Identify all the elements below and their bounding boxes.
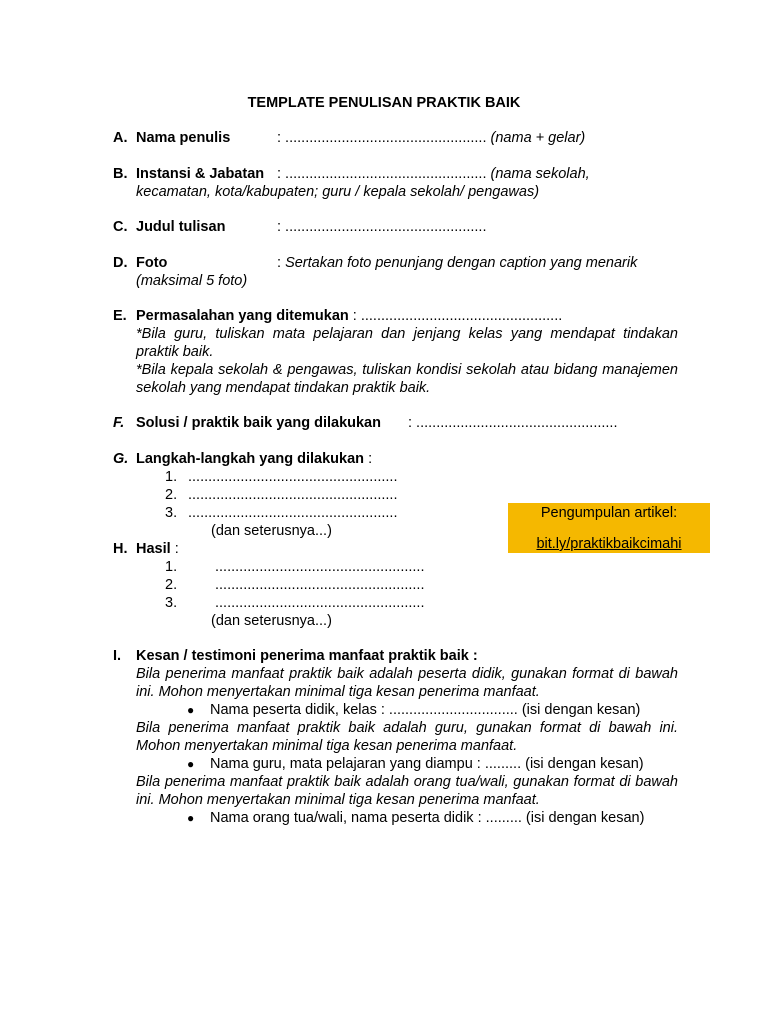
section-letter: A. (113, 130, 128, 146)
field-hint: (nama + gelar) (490, 130, 586, 146)
instruction-paragraph: Bila penerima manfaat praktik baik adalah peserta didik, gunakan format di bawah ini. Mohon menyertakan minimal tiga kesan penerima manfaat. (136, 666, 678, 700)
list-item: 3. .................................................... (165, 505, 398, 521)
field-label: Kesan / testimoni penerima manfaat praktik baik : (136, 648, 478, 664)
bullet-icon: ● (187, 703, 195, 717)
list-item: 2. .................................................... (165, 487, 398, 503)
field-label: Nama penulis (136, 130, 231, 146)
section-letter: B. (113, 166, 128, 182)
section-i (113, 647, 678, 827)
field-dots: : .................................................. (277, 130, 487, 146)
field-label: Foto (136, 255, 168, 271)
list-item: 2. .................................................... (165, 577, 425, 593)
bullet-item: ● Nama peserta didik, kelas : ................................ (isi dengan kesan) (187, 702, 641, 718)
field-label: Instansi & Jabatan (136, 166, 265, 182)
field-note: (maksimal 5 foto) (136, 273, 248, 289)
field-note: *Bila guru, tuliskan mata pelajaran dan jenjang kelas yang mendapat tindakan praktik baik. (136, 326, 678, 360)
field-label: Langkah-langkah yang dilakukan (136, 451, 365, 467)
field-dots: : .................................................. (277, 219, 487, 235)
field-hint: Sertakan foto penunjang dengan caption yang menarik (285, 255, 638, 271)
section-f (113, 414, 678, 432)
submission-link[interactable]: bit.ly/praktikbaikcimahi (536, 536, 682, 552)
section-c (113, 218, 678, 236)
section-letter: H. (113, 541, 128, 557)
field-hint: (nama sekolah, (490, 166, 590, 182)
instruction-paragraph: Bila penerima manfaat praktik baik adalah guru, gunakan format di bawah ini. Mohon menyertakan minimal tiga kesan penerima manfaat. (136, 720, 678, 754)
section-b (113, 165, 678, 201)
field-label: Hasil (136, 541, 171, 557)
field-colon: : (368, 451, 373, 467)
page-title: TEMPLATE PENULISAN PRAKTIK BAIK (247, 95, 521, 111)
section-e (113, 307, 678, 397)
bullet-icon: ● (187, 757, 195, 771)
results-list (113, 558, 678, 612)
section-letter: F. (113, 415, 125, 431)
field-hint-continued: kecamatan, kota/kabupaten; guru / kepala sekolah/ pengawas) (136, 184, 540, 200)
section-letter: G. (113, 451, 129, 467)
field-colon: : (277, 255, 286, 271)
list-item: 1. .................................................... (165, 469, 398, 485)
field-label: Permasalahan yang ditemukan (136, 308, 349, 324)
section-d (113, 254, 678, 290)
list-continuation: (dan seterusnya...) (211, 523, 332, 539)
field-colon: : (170, 541, 179, 557)
instruction-paragraph: Bila penerima manfaat praktik baik adalah orang tua/wali, gunakan format di bawah ini. Mohon menyertakan minimal tiga kesan penerima manfaat. (136, 774, 678, 808)
field-label: Judul tulisan (136, 219, 226, 235)
list-item: 1. .................................................... (165, 559, 425, 575)
section-letter: D. (113, 255, 128, 271)
field-dots: : .................................................. (408, 415, 618, 431)
section-letter: C. (113, 219, 128, 235)
section-letter: I. (113, 648, 122, 664)
field-dots: : .................................................. (348, 308, 563, 324)
bullet-item: ● Nama orang tua/wali, nama peserta didik : ......... (isi dengan kesan) (187, 810, 645, 826)
section-a (113, 129, 678, 147)
field-label: Solusi / praktik baik yang dilakukan (136, 415, 381, 431)
field-note: *Bila kepala sekolah & pengawas, tuliskan kondisi sekolah atau bidang manajemen sekolah yang mendapat tindakan praktik baik. (136, 362, 678, 396)
list-continuation: (dan seterusnya...) (211, 613, 332, 629)
bullet-icon: ● (187, 811, 195, 825)
section-h (113, 540, 678, 630)
list-item: 3. .................................................... (165, 595, 425, 611)
bullet-item: ● Nama guru, mata pelajaran yang diampu : ......... (isi dengan kesan) (187, 756, 644, 772)
field-dots: : .................................................. (277, 166, 487, 182)
submission-box (508, 503, 710, 553)
submission-label: Pengumpulan artikel: (540, 505, 678, 521)
section-letter: E. (113, 308, 127, 324)
